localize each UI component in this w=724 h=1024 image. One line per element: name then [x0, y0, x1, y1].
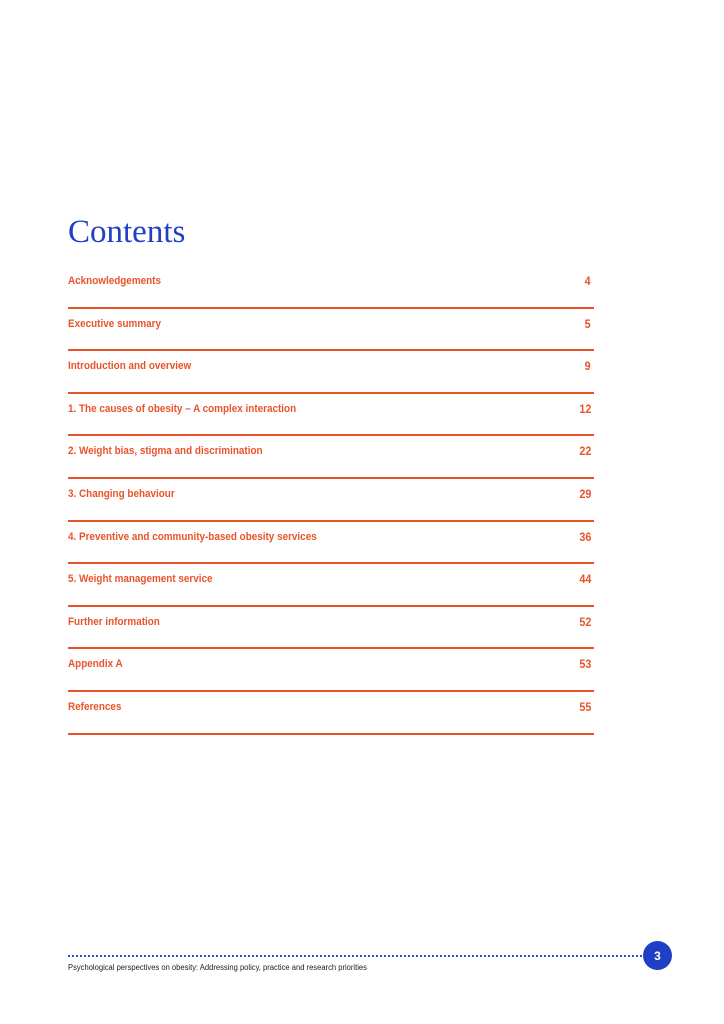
toc-entry-page: 36: [578, 529, 591, 544]
toc-entry-label: 5. Weight management service: [68, 573, 213, 586]
toc-entry-executive-summary[interactable]: [68, 309, 594, 352]
toc-entry-page: 55: [578, 699, 591, 714]
toc-entry-references[interactable]: [68, 692, 594, 735]
toc-entry-page: 9: [584, 359, 591, 374]
toc-entry-label: 1. The causes of obesity – A complex interaction: [68, 402, 297, 415]
toc-entry-label: Appendix A: [68, 658, 123, 671]
toc-entry-weight-bias[interactable]: [68, 436, 594, 479]
toc-entry-label: Acknowledgements: [68, 275, 161, 287]
toc-entry-weight-management[interactable]: [68, 564, 594, 607]
footer-document-title: Psychological perspectives on obesity: Addressing policy, practice and research priorities: [68, 963, 367, 972]
toc-entry-changing-behaviour[interactable]: [68, 479, 594, 522]
toc-entry-appendix-a[interactable]: [68, 649, 594, 692]
toc-entry-causes-of-obesity[interactable]: [68, 394, 594, 437]
toc-entry-page: 22: [578, 444, 591, 459]
toc-entry-introduction[interactable]: [68, 351, 594, 394]
toc-entry-label: 2. Weight bias, stigma and discrimination: [68, 445, 263, 458]
toc-entry-label: Executive summary: [68, 317, 162, 330]
toc-entry-further-information[interactable]: [68, 607, 594, 650]
toc-entry-page: 44: [578, 572, 591, 587]
toc-entry-page: 5: [584, 316, 591, 331]
toc-entry-page: 4: [584, 274, 591, 288]
page-number-badge: 3: [643, 941, 672, 970]
toc-entry-page: 53: [578, 657, 591, 672]
toc-entry-label: Introduction and overview: [68, 360, 192, 373]
toc-entry-label: References: [68, 700, 122, 713]
toc-entry-preventive-services[interactable]: [68, 522, 594, 565]
toc-entry-page: 12: [578, 401, 591, 416]
toc-entry-page: 29: [578, 486, 591, 501]
toc-entry-page: 52: [578, 614, 591, 629]
table-of-contents: [68, 266, 594, 735]
toc-entry-label: Further information: [68, 615, 160, 628]
footer-dotted-divider: [68, 955, 646, 957]
toc-entry-label: 3. Changing behaviour: [68, 487, 175, 500]
toc-entry-label: 4. Preventive and community-based obesity services: [68, 530, 317, 543]
toc-entry-acknowledgements[interactable]: [68, 266, 594, 309]
contents-heading: Contents: [68, 214, 186, 250]
